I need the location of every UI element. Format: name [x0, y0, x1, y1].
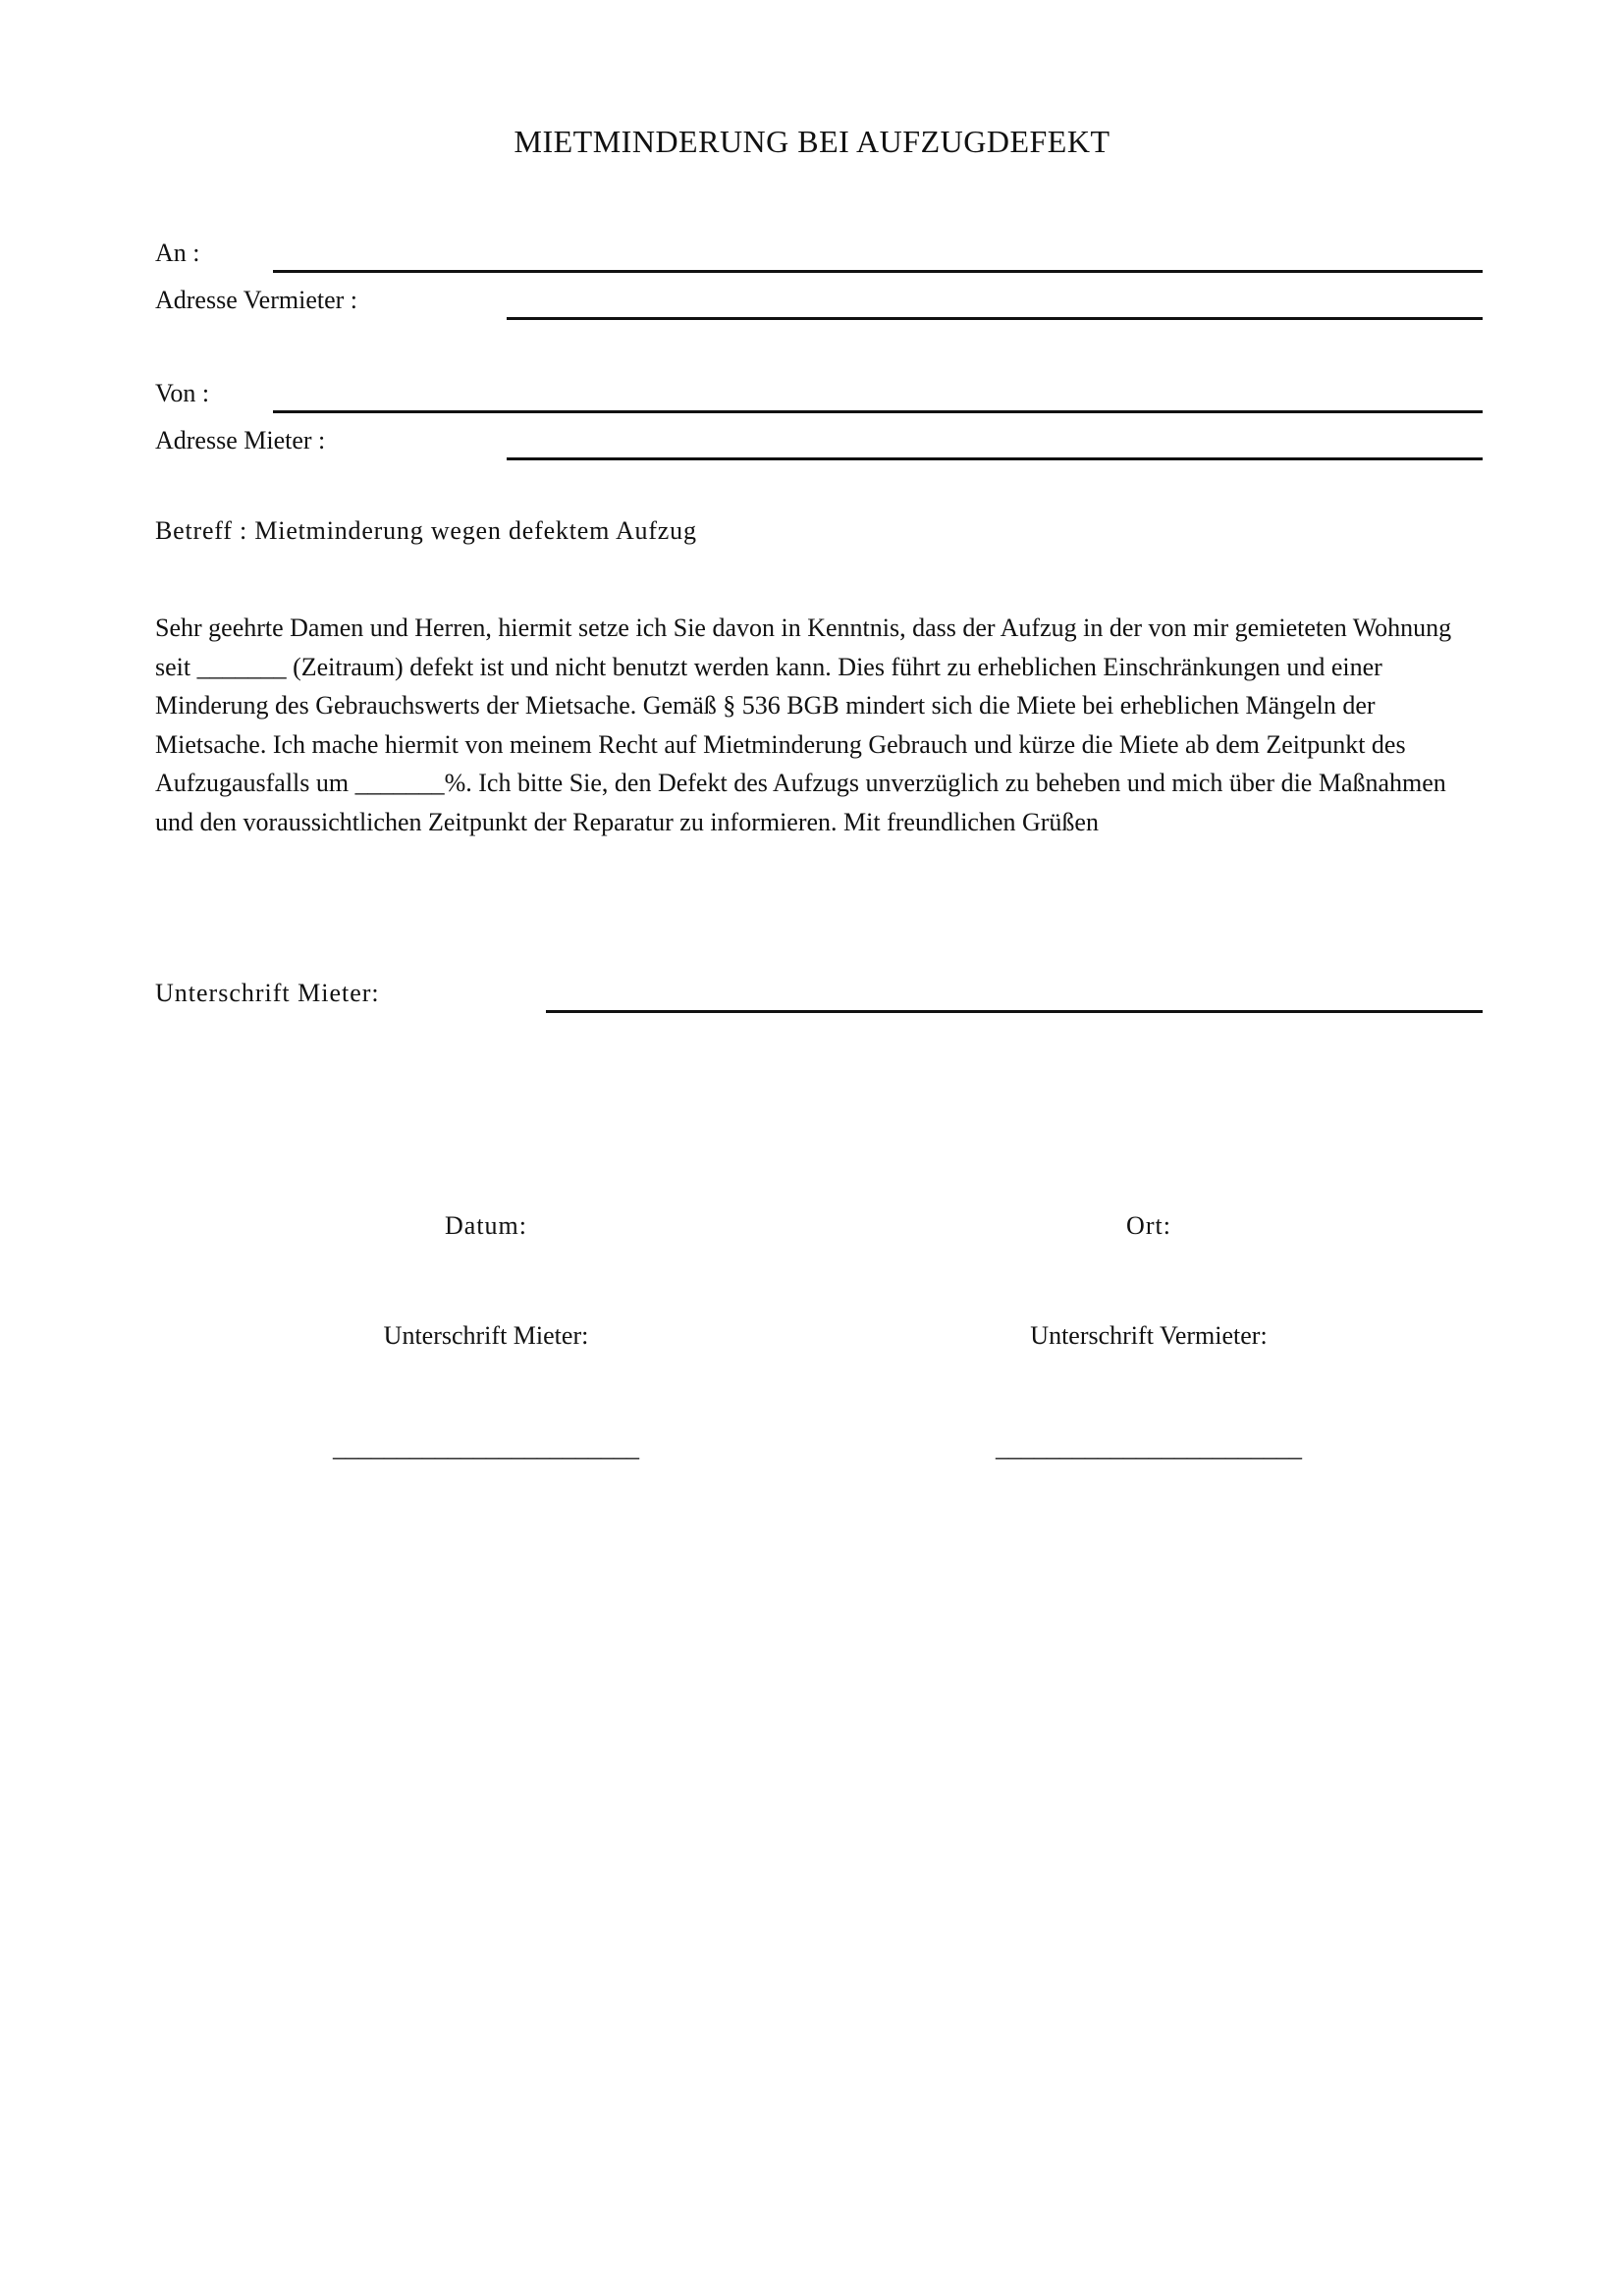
document-title: MIETMINDERUNG BEI AUFZUGDEFEKT: [514, 124, 1110, 159]
landlord-address-line[interactable]: [507, 317, 1483, 320]
to-line[interactable]: [273, 270, 1483, 273]
landlord-address-label: Adresse Vermieter :: [155, 286, 358, 314]
from-label: Von :: [155, 379, 210, 407]
letter-body: Sehr geehrte Damen und Herren, hiermit setze ich Sie davon in Kenntnis, dass der Aufzug in der von mir gemieteten Wohnung seit _______ (Zeitraum) defekt ist und nicht benutzt werden kann. Dies führt zu erheblichen Einschränkungen und einer Minderung des Gebrauchswerts der Mietsache. Gemäß § 536 BGB mindert sich die Miete bei erheblichen Mängeln der Mietsache. Ich mache hiermit von meinem Recht auf Mietminderung Gebrauch und kürze die Miete ab dem Zeitpunkt des Aufzugausfalls um _______%. Ich bitte Sie, den Defekt des Aufzugs unverzüglich zu beheben und mich über die Maßnahmen und den voraussichtlichen Zeitpunkt der Reparatur zu informieren. Mit freundlichen Grüßen: [155, 614, 1452, 836]
tenant-address-label: Adresse Mieter :: [155, 426, 326, 454]
footer-landlord-signature-line[interactable]: ________________________: [996, 1433, 1302, 1462]
tenant-signature-label: Unterschrift Mieter:: [155, 979, 380, 1007]
tenant-signature-line[interactable]: [546, 1010, 1483, 1013]
from-line[interactable]: [273, 410, 1483, 413]
footer-landlord-signature-label: Unterschrift Vermieter:: [1030, 1321, 1268, 1350]
footer-tenant-signature-line[interactable]: ________________________: [333, 1433, 639, 1462]
date-label: Datum:: [445, 1211, 527, 1240]
footer-tenant-signature-label: Unterschrift Mieter:: [383, 1321, 589, 1350]
place-label: Ort:: [1126, 1211, 1171, 1240]
to-label: An :: [155, 239, 200, 267]
tenant-address-line[interactable]: [507, 457, 1483, 460]
subject-line: Betreff : Mietminderung wegen defektem Aufzug: [155, 516, 697, 545]
